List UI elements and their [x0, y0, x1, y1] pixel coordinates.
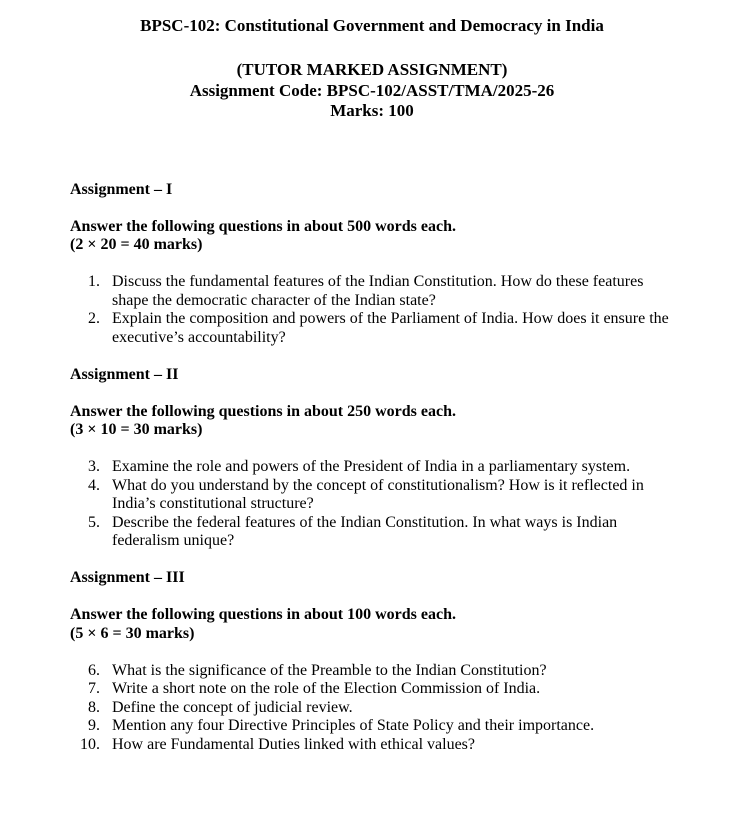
question-number: 9.	[88, 717, 100, 734]
question-text: Examine the role and powers of the President of India in a parliamentary system.	[112, 458, 631, 475]
section-instruction: Answer the following questions in about 500 words each.	[70, 217, 456, 235]
question-number: 2.	[88, 310, 100, 327]
question-number: 5.	[88, 513, 100, 531]
question-number: 1.	[88, 273, 100, 290]
question-text: Mention any four Directive Principles of State Policy and their importance.	[112, 717, 595, 734]
question-number: 3.	[88, 458, 100, 475]
question-item	[70, 736, 674, 755]
section-heading: Assignment – III	[70, 569, 185, 586]
question-number: 7.	[88, 680, 100, 697]
total-marks: Marks: 100	[330, 101, 414, 120]
question-item	[70, 477, 674, 514]
question-list	[70, 662, 674, 755]
question-number: 10.	[80, 735, 100, 753]
question-number: 4.	[88, 476, 100, 494]
section-instruction: Answer the following questions in about 100 words each.	[70, 606, 456, 623]
question-text: Define the concept of judicial review.	[112, 698, 353, 716]
question-item	[70, 310, 674, 347]
section-assignment-2	[70, 366, 674, 551]
question-text: Discuss the fundamental features of the Indian Constitution. How do these features shape the democratic character of the Indian state?	[112, 273, 644, 309]
question-text: Explain the composition and powers of the Parliament of India. How does it ensure the executive’s accountability?	[112, 310, 669, 346]
assignment-type: (TUTOR MARKED ASSIGNMENT)	[236, 60, 508, 79]
section-marks-note: (5 × 6 = 30 marks)	[70, 624, 195, 642]
section-marks-note: (2 × 20 = 40 marks)	[70, 236, 203, 253]
section-assignment-1	[70, 181, 674, 348]
question-number: 6.	[88, 661, 100, 679]
question-list	[70, 458, 674, 551]
section-heading: Assignment – I	[70, 180, 173, 198]
question-item	[70, 458, 674, 477]
assignment-code: Assignment Code: BPSC-102/ASST/TMA/2025-26	[189, 80, 555, 100]
question-item	[70, 717, 674, 736]
document-header	[70, 16, 674, 122]
question-text: How are Fundamental Duties linked with ethical values?	[112, 735, 476, 753]
question-list	[70, 273, 674, 347]
section-heading: Assignment – II	[70, 365, 179, 383]
question-text: Describe the federal features of the Indian Constitution. In what ways is Indian federalism unique?	[112, 513, 618, 549]
question-text: Write a short note on the role of the Election Commission of India.	[112, 680, 541, 697]
course-title: BPSC-102: Constitutional Government and Democracy in India	[140, 16, 604, 35]
section-instruction: Answer the following questions in about 250 words each.	[70, 402, 456, 420]
section-assignment-3	[70, 569, 674, 754]
question-item	[70, 699, 674, 718]
question-text: What do you understand by the concept of constitutionalism? How is it reflected in India’s constitutional structure?	[112, 476, 644, 512]
question-item	[70, 273, 674, 310]
section-marks-note: (3 × 10 = 30 marks)	[70, 421, 203, 438]
question-text: What is the significance of the Preamble to the Indian Constitution?	[112, 661, 547, 679]
question-item	[70, 680, 674, 699]
question-item	[70, 514, 674, 551]
question-number: 8.	[88, 698, 100, 716]
question-item	[70, 662, 674, 681]
